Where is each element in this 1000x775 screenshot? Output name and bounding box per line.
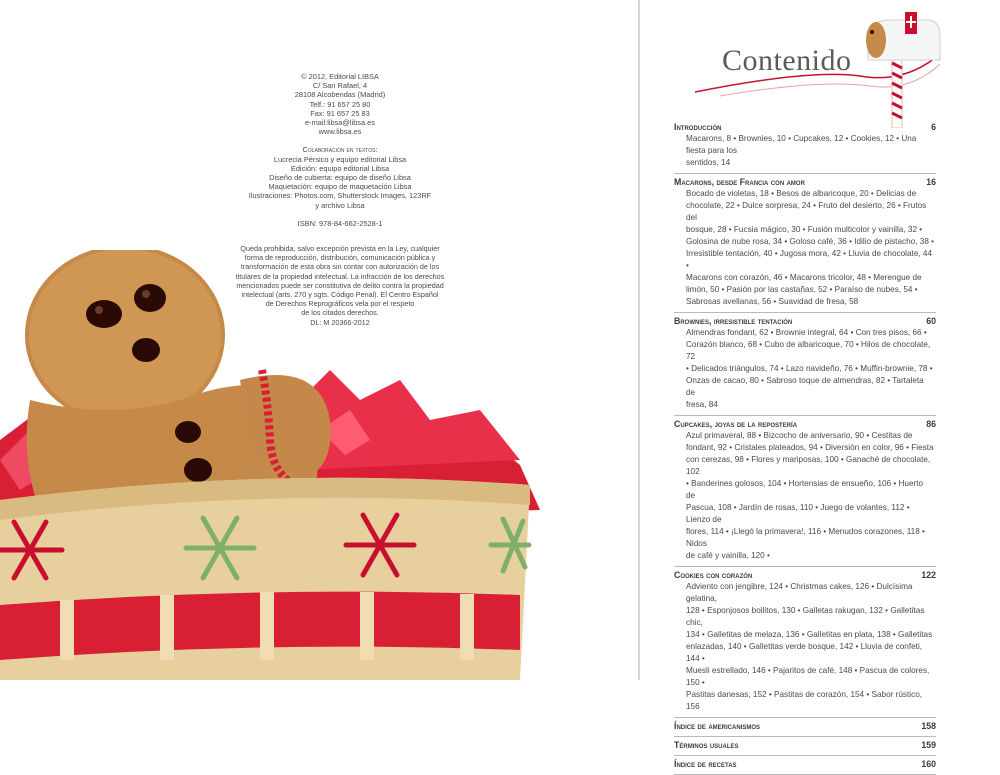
recipe-line: limón, 50 • Pasión por las castañas, 52 • Paraíso de nubes, 54 • [686,285,918,294]
recipe-line: • Banderines golosos, 104 • Hortensias de ensueño, 106 • Huerto de [686,479,924,500]
recipe-line: Golosina de nube rosa, 34 • Goloso café, 36 • Idilio de pistacho, 38 • [686,237,935,246]
credit-line: Telf.: 91 657 25 80 [309,99,371,109]
mailbox-illustration [840,8,950,128]
gingerbread-cookie [25,250,331,510]
recipe-line: enlazadas, 140 • Galletitas verde bosque, 142 • Lluvia de confeti, 144 • [686,642,923,663]
credit-line: 28108 Alcobendas (Madrid) [294,90,386,100]
recipe-line: Pastitas danesas, 152 • Pastitas de corazón, 154 • Sabor rústico, 156 [686,690,923,711]
toc-entry[interactable] [674,756,936,775]
toc-entry-recipes [674,430,936,562]
recipe-line: flores, 114 • ¡Llegó la primavera!, 116 • Menudos corazones, 118 • Nidos [686,527,925,548]
toc-entry-title: Índice de americanismos [674,721,761,731]
recipe-line: Onzas de cacao, 80 • Sabroso toque de almendras, 82 • Tartaleta de [686,376,924,397]
table-of-contents [674,119,936,775]
recipe-line: Azul primaveral, 88 • Bizcocho de aniversario, 90 • Cestitas de [686,431,913,440]
toc-entry-recipes [674,581,936,713]
toc-entry-recipes [674,327,936,411]
gingerbread-basket-photo [0,250,560,680]
toc-entry-recipes [674,133,936,169]
recipe-line: Bocado de violetas, 18 • Besos de albaricoque, 20 • Delicias de [686,189,917,198]
recipe-line: sentidos, 14 [686,158,731,167]
edition-credit: Edición: equipo editorial Libsa [290,163,390,173]
toc-entry-title: Cookies con corazón [674,570,753,580]
toc-entry-page: 159 [921,740,936,750]
toc-entry-title: Macarons, desde Francia con amor [674,177,805,187]
toc-entry-page: 86 [926,419,936,429]
toc-entry-page: 160 [921,759,936,769]
recipe-line: con cerezas, 98 • Flores y mariposas, 100 • Ganaché de chocolate, 102 [686,455,931,476]
toc-entry-title: Términos usuales [674,740,739,750]
legal-line: Queda prohibida, salvo excepción prevista en la Ley, cualquier [240,244,440,253]
recipe-line: Sabrosas avellanas, 56 • Suavidad de fresa, 58 [686,297,859,306]
toc-entry-page: 158 [921,721,936,731]
toc-entry-title: Cupcakes, joyas de la repostería [674,419,798,429]
toc-entry-title: Índice de recetas [674,759,737,769]
toc-entry[interactable] [674,174,936,313]
wooden-basket [0,478,530,680]
collab-value: Lucrecia Pérsico y equipo editorial Libsa [273,154,407,164]
recipe-line: Muesli estrellado, 146 • Pajaritos de café, 148 • Pascua de colores, 150 • [686,666,930,687]
recipe-line: fresa, 84 [686,400,718,409]
cover-credit: Diseño de cubierta: equipo de diseño Libsa [269,173,411,183]
recipe-line: Adviento con jengibre, 124 • Christmas cakes, 126 • Dulcísima gelatina, [686,582,913,603]
recipe-line: Irresistible tentación, 40 • Jugosa mora, 42 • Lluvia de chocolate, 44 • [686,249,933,270]
isbn: ISBN: 978-84-662-2528-1 [297,218,383,228]
toc-entry[interactable] [674,313,936,416]
toc-entry[interactable] [674,737,936,756]
toc-entry-page: 16 [926,177,936,187]
recipe-line: Almendras fondant, 62 • Brownie integral, 64 • Con tres pisos, 66 • [686,328,927,337]
recipe-line: 128 • Esponjosos bollitos, 130 • Galletas rakugan, 132 • Galletitas chic, [686,606,925,627]
legal-line: intelectual (arts. 270 y sgts. Código Penal). El Centro Español [241,290,439,300]
book-gutter [638,0,640,680]
legal-line: de los citados derechos. [301,308,379,318]
toc-entry[interactable] [674,119,936,174]
toc-entry[interactable] [674,718,936,737]
credit-line: e-mail:libsa@libsa.es [305,118,375,128]
recipe-line: de café y vainilla, 120 • [686,551,770,560]
recipe-line: 134 • Galletitas de melaza, 136 • Galletitas en plata, 138 • Galletitas [686,630,933,639]
layout-credit: Maquetación: equipo de maquetación Libsa [268,182,412,192]
legal-line: mencionados puede ser constitutiva de delito contra la propiedad [236,280,444,290]
recipe-line: Macarons con corazón, 46 • Macarons tricolor, 48 • Merengue de [686,273,922,282]
recipe-line: Corazón blanco, 68 • Cubo de albaricoque, 70 • Hilos de chocolate, 72 [686,340,931,361]
toc-entry-page: 122 [921,570,936,580]
toc-entry-page: 6 [931,122,936,132]
recipe-line: Pascua, 108 • Jardín de rosas, 110 • Juego de volantes, 112 • Lienzo de [686,503,910,524]
legal-line: de Derechos Reprográficos vela por el respeto [265,299,415,309]
toc-entry-title: Brownies, irresistible tentación [674,316,793,326]
recipe-line: Macarons, 8 • Brownies, 10 • Cupcakes, 12 • Cookies, 12 • Una fiesta para los [686,134,917,155]
toc-entry[interactable] [674,416,936,567]
credit-line: Fax: 91 657 25 83 [310,108,370,118]
credits-block [240,72,440,228]
toc-entry-title: Introducción [674,122,722,132]
toc-title: Contenido [722,44,852,77]
illustrations-credit-2: y archivo Libsa [315,200,365,210]
recipe-line: chocolate, 22 • Dulce sorpresa, 24 • Fruto del desierto, 26 • Frutos del [686,201,927,222]
illustrations-credit: Ilustraciones: Photos.com, Shutterstock Images, 123RF [248,191,432,201]
recipe-line: fondant, 92 • Cristales plateados, 94 • Diversión en color, 96 • Fiesta [686,443,934,452]
toc-entry[interactable] [674,567,936,718]
recipe-line: bosque, 28 • Fucsia mágico, 30 • Fusión multicolor y vainilla, 32 • [686,225,923,234]
legal-line: forma de reproducción, distribución, comunicación pública y [244,253,436,263]
recipe-line: • Delicados triángulos, 74 • Lazo navideño, 76 • Muffin-brownie, 78 • [686,364,933,373]
legal-line: DL: M 20366-2012 [310,317,370,327]
toc-entry-page: 60 [926,316,936,326]
legal-line: titulares de la propiedad intelectual. La infracción de los derechos [235,271,445,281]
credit-line: © 2012, Editorial LIBSA [301,72,379,81]
legal-line: transformación de esta obra sin contar con autorización de los [240,262,440,272]
collab-label: Colaboración en textos: [302,145,378,155]
credit-line: www.libsa.es [318,127,362,137]
credit-line: C/ San Rafael, 4 [312,81,368,91]
toc-entry-recipes [674,188,936,308]
